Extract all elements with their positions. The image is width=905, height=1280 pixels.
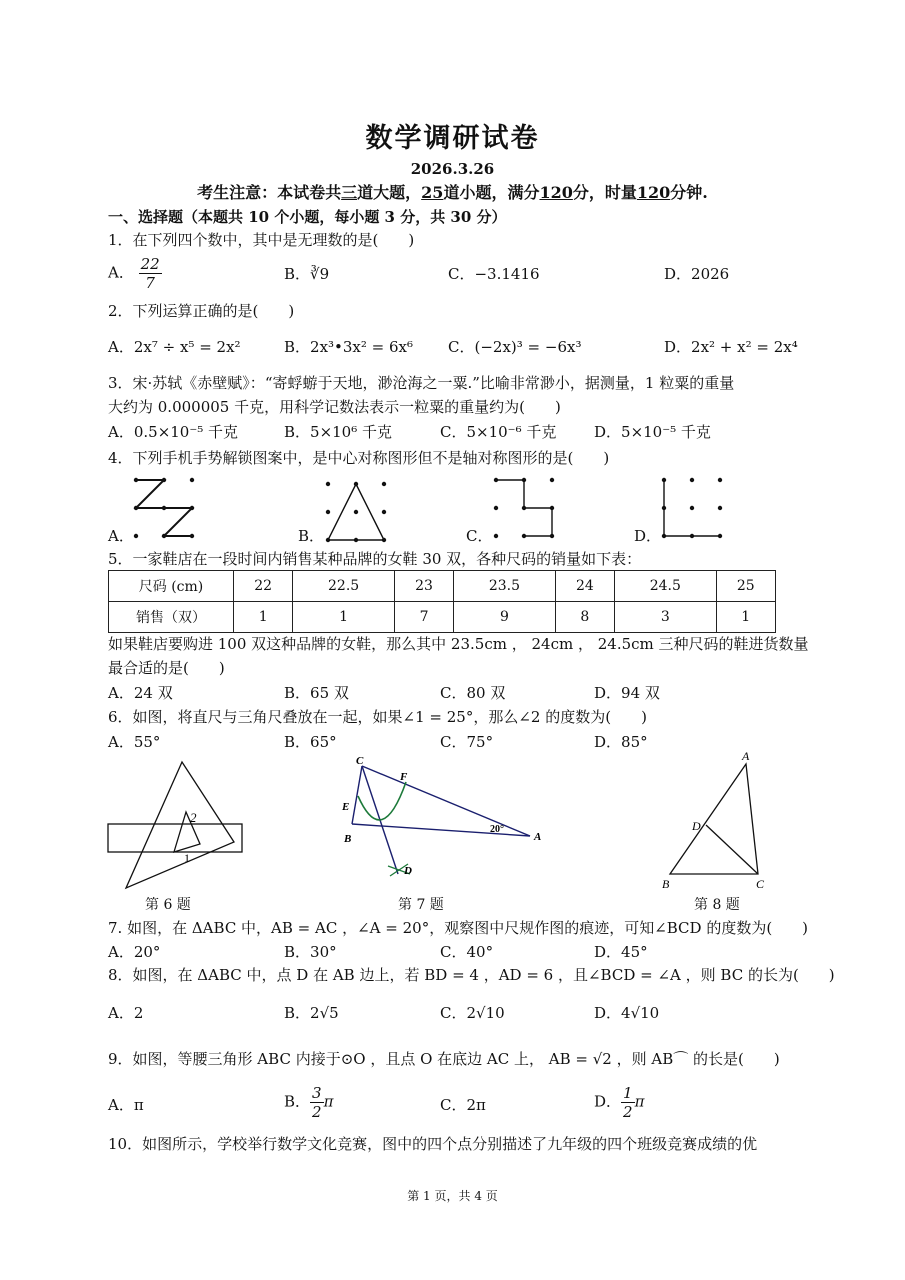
table-cell: 1 <box>234 602 293 633</box>
page-title: 数学调研试卷 <box>365 123 540 154</box>
q4-option-b-label: B． <box>298 527 325 545</box>
q3-option-b: B．5×10⁶ 千克 <box>284 423 393 441</box>
q7-option-d: D．45° <box>594 943 648 961</box>
question-2-stem: 2．下列运算正确的是( ) <box>108 302 295 320</box>
q2-option-b: B．2x³•3x² = 6x⁶ <box>284 338 414 356</box>
exam-notice: 考生注意：本试卷共三道大题，25道小题，满分120分，时量120分钟. <box>197 183 708 202</box>
table-cell: 24.5 <box>615 571 716 602</box>
fraction: $\frac{1}{2}$ <box>623 1084 633 1121</box>
question-5-stem: 5．一家鞋店在一段时间内销售某种品牌的女鞋 30 双，各种尺码的销量如下表： <box>108 550 642 568</box>
figure-8-label-B: B <box>662 877 670 891</box>
table-cell: 23 <box>394 571 453 602</box>
table-header-sales: 销售（双） <box>109 602 234 633</box>
figure-8-label-D: D <box>692 819 701 833</box>
q7-option-c: C．40° <box>440 943 494 961</box>
q2-option-a: A．2x⁷ ÷ x⁵ = 2x² <box>108 338 241 356</box>
fraction: $\frac{3}{2}$ <box>312 1084 322 1121</box>
question-5-line2: 最合适的是( ) <box>108 659 225 677</box>
figure-8-caption: 第 8 题 <box>694 897 740 913</box>
question-7-stem: 7. 如图，在 ΔABC 中，AB = AC ，∠A = 20°，观察图中尺规作图的痕迹，可知∠BCD 的度数为( ) <box>108 919 809 937</box>
figure-6-ruler-triangle <box>104 758 249 893</box>
q3-option-d: D．5×10⁻⁵ 千克 <box>594 423 711 441</box>
q4-option-a-label: A． <box>108 527 134 545</box>
figure-7-label-C: C <box>356 755 364 767</box>
figure-8-triangle <box>658 748 778 892</box>
q1-option-d: D．2026 <box>664 265 730 283</box>
section-heading: 一、选择题（本题共 10 个小题，每小题 3 分，共 30 分） <box>108 208 507 226</box>
figure-6-caption: 第 6 题 <box>145 897 191 913</box>
q3-option-a: A．0.5×10⁻⁵ 千克 <box>108 423 239 441</box>
figure-7-caption: 第 7 题 <box>398 897 444 913</box>
question-3-line2: 大约为 0.000005 千克，用科学记数法表示一粒粟的重量约为( ) <box>108 398 561 416</box>
figure-7-label-D: D <box>404 865 412 877</box>
q3-option-c: C．5×10⁻⁶ 千克 <box>440 423 557 441</box>
shoe-size-table <box>108 570 776 633</box>
q9-option-a: A．π <box>108 1096 144 1114</box>
q2-option-d: D．2x² + x² = 2x⁴ <box>664 338 798 356</box>
table-header-size: 尺码 (cm) <box>109 571 234 602</box>
q5-option-b: B．65 双 <box>284 684 349 702</box>
table-row <box>109 602 776 633</box>
q4-option-c-label: C． <box>466 527 493 545</box>
figure-8-label-C: C <box>756 877 765 891</box>
figure-6-label-1: 1 <box>184 851 190 865</box>
q6-option-b: B．65° <box>284 733 337 751</box>
table-cell: 24 <box>555 571 614 602</box>
table-row <box>109 571 776 602</box>
q9-option-c: C．2π <box>440 1096 486 1114</box>
q5-option-a: A．24 双 <box>108 684 173 702</box>
pattern-a-figure <box>128 472 200 542</box>
figure-6-label-2: 2 <box>190 810 197 825</box>
question-6-stem: 6．如图，将直尺与三角尺叠放在一起，如果∠1 = 25°，那么∠2 的度数为( ) <box>108 708 647 726</box>
question-5-line1: 如果鞋店要购进 100 双这种品牌的女鞋，那么其中 23.5cm ， 24cm ， 24.5cm 三种尺码的鞋进货数量 <box>108 635 809 653</box>
question-3-line1: 3．宋·苏轼《赤壁赋》：“寄蜉蝣于天地，渺沧海之一粟.”比喻非常渺小，据测量，1 粒粟的重量 <box>108 374 735 392</box>
table-cell: 1 <box>293 602 394 633</box>
question-8-stem: 8．如图，在 ΔABC 中，点 D 在 AB 边上，若 BD = 4 ，AD = 6 ，且∠BCD = ∠A ，则 BC 的长为( ) <box>108 966 835 984</box>
figure-7-triangle <box>336 752 546 892</box>
figure-7-label-E: E <box>342 801 350 813</box>
exam-date: 2026.3.26 <box>410 160 495 178</box>
question-4-stem: 4．下列手机手势解锁图案中，是中心对称图形但不是轴对称图形的是( ) <box>108 449 610 467</box>
pattern-b-figure <box>320 476 392 546</box>
table-cell: 22 <box>234 571 293 602</box>
figure-7-label-A: A <box>534 831 542 843</box>
figure-7-angle-label: 20° <box>490 824 504 835</box>
figure-8-label-A: A <box>742 749 750 763</box>
page-footer: 第 1 页，共 4 页 <box>407 1189 498 1203</box>
question-1-stem: 1．在下列四个数中，其中是无理数的是( ) <box>108 231 415 249</box>
q2-option-c: C．(−2x)³ = −6x³ <box>448 338 582 356</box>
q6-option-d: D．85° <box>594 733 648 751</box>
table-cell: 8 <box>555 602 614 633</box>
pattern-d-figure <box>656 472 728 542</box>
table-cell: 9 <box>454 602 555 633</box>
table-cell: 7 <box>394 602 453 633</box>
q7-option-a: A．20° <box>108 943 161 961</box>
q9-option-d: D． $\frac{1}{2}$ π <box>594 1084 645 1121</box>
q1-option-a: A． $\frac{22}{7}$ <box>108 255 160 292</box>
q7-option-b: B．30° <box>284 943 337 961</box>
question-9-stem: 9．如图，等腰三角形 ABC 内接于⊙O ，且点 O 在底边 AC 上， AB = √2 ，则 AB⌒ 的长是( ) <box>108 1050 780 1068</box>
table-cell: 22.5 <box>293 571 394 602</box>
question-10-line1: 10．如图所示，学校举行数学文化竞赛，图中的四个点分别描述了九年级的四个班级竞赛成绩的优 <box>108 1135 758 1153</box>
figure-7-label-F: F <box>400 771 408 783</box>
q1-option-b: B．∛9 <box>284 265 330 283</box>
pattern-c-figure <box>488 472 560 542</box>
q8-option-b: B．2√5 <box>284 1004 339 1022</box>
table-cell: 25 <box>716 571 775 602</box>
fraction: $\frac{22}{7}$ <box>140 255 160 292</box>
q6-option-c: C．75° <box>440 733 494 751</box>
q1-option-c: C．−3.1416 <box>448 265 540 283</box>
table-cell: 1 <box>716 602 775 633</box>
q5-option-c: C．80 双 <box>440 684 506 702</box>
table-cell: 3 <box>615 602 716 633</box>
figure-7-label-B: B <box>344 833 352 845</box>
q8-option-c: C．2√10 <box>440 1004 505 1022</box>
table-cell: 23.5 <box>454 571 555 602</box>
q9-option-b: B． $\frac{3}{2}$ π <box>284 1084 334 1121</box>
q5-option-d: D．94 双 <box>594 684 660 702</box>
q4-option-d-label: D． <box>634 527 662 545</box>
q6-option-a: A．55° <box>108 733 161 751</box>
q8-option-d: D．4√10 <box>594 1004 660 1022</box>
q8-option-a: A．2 <box>108 1004 144 1022</box>
